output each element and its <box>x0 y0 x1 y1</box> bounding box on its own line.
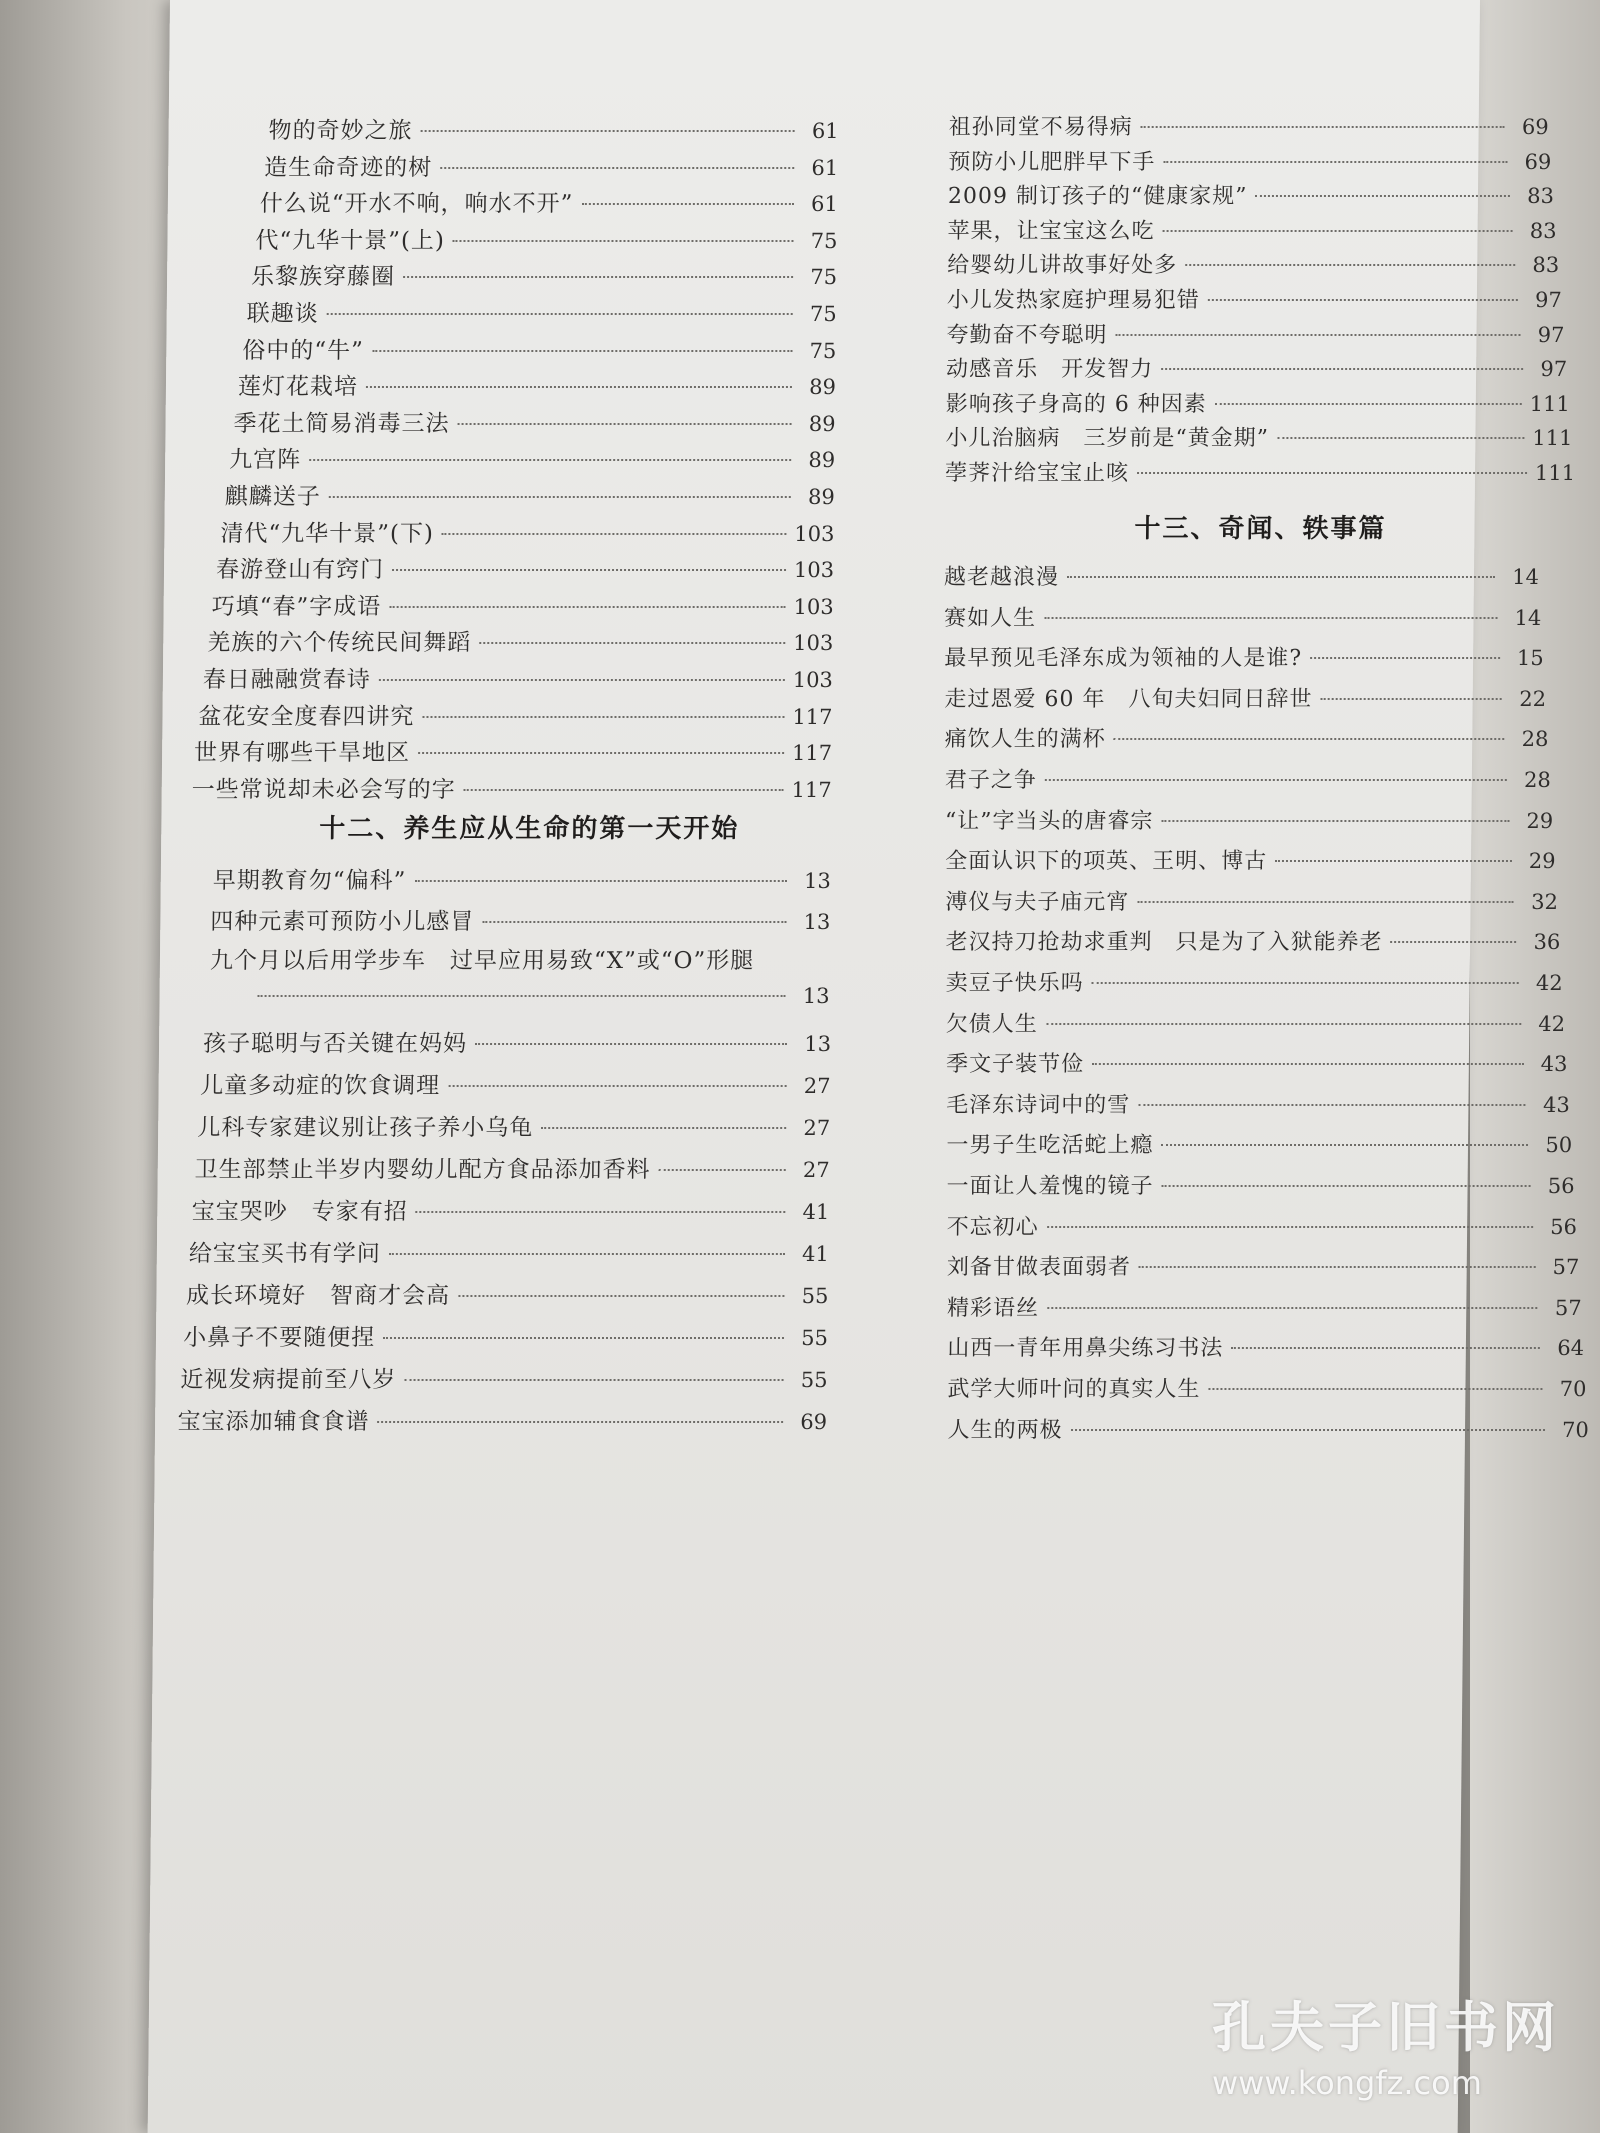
toc-entry-page: 83 <box>1532 253 1560 278</box>
toc-entry <box>947 248 1559 279</box>
toc-entry <box>945 844 1556 875</box>
toc-entry <box>947 1250 1580 1281</box>
toc-entry-page: 43 <box>1540 1052 1568 1077</box>
toc-entry-page: 83 <box>1529 218 1557 243</box>
toc-entry-page: 15 <box>1516 646 1544 671</box>
toc-entry-title: 九宫阵 <box>229 447 302 474</box>
toc-leader-dots <box>327 313 793 315</box>
toc-entry-title: 巧填“春”字成语 <box>211 593 382 620</box>
toc-leader-dots <box>475 1043 787 1045</box>
toc-entry-title: 赛如人生 <box>943 605 1037 631</box>
toc-entry-title: 动感音乐 开发智力 <box>945 357 1154 383</box>
toc-entry-page: 70 <box>1561 1417 1589 1442</box>
toc-entry <box>948 179 1554 210</box>
toc-entry-page: 55 <box>801 1284 829 1308</box>
toc-leader-dots <box>1208 299 1518 301</box>
toc-entry-title: 夸勤奋不夸聪明 <box>946 322 1108 348</box>
toc-entry-title: 山西一青年用鼻尖练习书法 <box>947 1336 1224 1362</box>
toc-leader-dots <box>442 533 786 535</box>
toc-entry <box>948 145 1551 176</box>
toc-leader-dots <box>258 995 786 997</box>
toc-entry-title: 君子之争 <box>944 768 1037 793</box>
toc-leader-dots <box>1046 1023 1521 1025</box>
toc-entry-title: 四种元素可预防小儿感冒 <box>210 909 475 935</box>
toc-entry <box>203 1025 831 1058</box>
toc-leader-dots <box>1310 657 1500 659</box>
toc-entry <box>180 1361 828 1394</box>
toc-leader-dots <box>1161 820 1509 822</box>
toc-entry-title: 清代“九华十景”(下) <box>220 520 435 547</box>
toc-entry <box>192 771 832 804</box>
toc-leader-dots <box>329 496 791 498</box>
toc-entry-page: 14 <box>1512 565 1540 589</box>
toc-entry-title: 儿童多动症的饮食调理 <box>200 1073 441 1099</box>
toc-entry <box>946 1169 1574 1200</box>
toc-entry-page: 14 <box>1514 605 1542 630</box>
toc-entry <box>947 1331 1584 1362</box>
toc-entry-title: 世界有哪些干旱地区 <box>193 740 411 767</box>
toc-entry-page: 42 <box>1538 1011 1566 1036</box>
toc-entry-title: 一面让人羞愧的镜子 <box>946 1174 1154 1199</box>
toc-entry <box>194 1151 830 1184</box>
toc-entry-title: 联趣谈 <box>246 301 319 327</box>
toc-entry <box>198 698 832 731</box>
toc-entry-title: 预防小儿肥胖早下手 <box>948 149 1156 175</box>
toc-entry-title: 老汉持刀抢劫求重判 只是为了入狱能养老 <box>945 930 1383 956</box>
toc-entry <box>197 1109 830 1142</box>
toc-leader-dots <box>1277 437 1524 439</box>
toc-leader-dots <box>414 880 786 882</box>
toc-leader-dots <box>416 1211 786 1213</box>
toc-entry-page: 41 <box>802 1200 830 1224</box>
toc-entry <box>238 368 836 401</box>
toc-entry-title: 羌族的六个传统民间舞蹈 <box>207 630 472 657</box>
watermark-url: www.kongfz.com <box>1212 2064 1482 2102</box>
toc-entry-page: 69 <box>800 1410 828 1434</box>
toc-entry <box>946 387 1570 418</box>
toc-entry-page: 97 <box>1537 322 1565 347</box>
toc-entry-page: 89 <box>807 485 835 509</box>
toc-entry <box>947 1372 1586 1403</box>
toc-leader-dots <box>453 240 794 242</box>
toc-entry-title: 欠债人生 <box>945 1011 1039 1037</box>
toc-leader-dots <box>403 276 793 278</box>
toc-leader-dots <box>1320 698 1502 700</box>
toc-entry-page: 13 <box>802 984 830 1008</box>
toc-entry-title: 一男子生吃活蛇上瘾 <box>946 1133 1154 1159</box>
toc-entry-continuation <box>249 984 829 1008</box>
toc-entry-title: 九个月以后用学步车 过早应用易致“X”或“O”形腿 <box>209 948 755 974</box>
toc-entry-title: 麒麟送子 <box>224 484 321 510</box>
section-heading: 十三、奇闻、轶事篇 <box>1134 514 1387 544</box>
toc-leader-dots <box>379 679 785 681</box>
toc-entry-page: 57 <box>1554 1295 1582 1320</box>
toc-leader-dots <box>1255 195 1510 197</box>
toc-entry-page: 111 <box>1534 461 1576 485</box>
toc-leader-dots <box>404 1379 783 1381</box>
toc-leader-dots <box>421 130 795 132</box>
toc-leader-dots <box>1275 860 1511 862</box>
toc-entry-title: 人生的两极 <box>947 1417 1063 1443</box>
toc-leader-dots <box>659 1169 786 1171</box>
toc-leader-dots <box>1047 1307 1538 1309</box>
toc-entry-page: 43 <box>1542 1092 1570 1117</box>
toc-entry-page: 41 <box>802 1242 829 1266</box>
toc-entry <box>255 222 837 255</box>
toc-entry-title: 2009 制订孩子的“健康家规” <box>947 184 1248 210</box>
toc-entry <box>945 421 1572 452</box>
toc-entry <box>207 624 833 657</box>
toc-entry-title: 宝宝哭吵 专家有招 <box>191 1199 408 1225</box>
toc-entry-title: 越老越浪漫 <box>943 565 1060 590</box>
toc-entry <box>946 1007 1566 1038</box>
toc-entry <box>946 966 1563 997</box>
toc-entry-page: 13 <box>803 910 831 934</box>
toc-entry <box>946 1047 1568 1078</box>
toc-entry <box>264 149 838 182</box>
toc-entry-page: 61 <box>811 119 839 143</box>
toc-leader-dots <box>1139 1266 1535 1268</box>
toc-entry <box>211 588 833 621</box>
toc-entry-page: 75 <box>809 338 837 363</box>
toc-entry-title: 莲灯花栽培 <box>237 374 359 401</box>
toc-entry <box>947 214 1556 245</box>
toc-entry-page: 64 <box>1557 1336 1585 1361</box>
toc-leader-dots <box>418 752 784 754</box>
toc-entry-page: 75 <box>810 265 838 290</box>
toc-entry-title: 近视发病提前至八岁 <box>180 1367 397 1393</box>
toc-entry <box>203 661 833 694</box>
toc-entry-title: 季文子装节俭 <box>945 1052 1085 1078</box>
toc-leader-dots <box>389 1253 785 1255</box>
toc-leader-dots <box>458 423 792 425</box>
toc-entry <box>260 185 838 218</box>
toc-entry-title: 卖豆子快乐吗 <box>945 971 1084 996</box>
toc-entry <box>947 283 1562 314</box>
toc-leader-dots <box>392 569 786 571</box>
toc-entry <box>945 722 1549 753</box>
toc-entry-page: 29 <box>1526 808 1554 833</box>
toc-leader-dots <box>1185 264 1515 266</box>
toc-entry <box>200 1067 831 1100</box>
toc-entry-title: 走过恩爱 60 年 八旬夫妇同日辞世 <box>944 686 1313 712</box>
watermark-logo: 孔夫子旧书网 <box>1212 1996 1560 2059</box>
toc-entry <box>944 601 1542 632</box>
toc-entry <box>220 515 834 548</box>
toc-entry-title: 小儿发热家庭护理易犯错 <box>946 288 1200 313</box>
section-heading: 十二、养生应从生命的第一天开始 <box>319 814 740 844</box>
toc-entry <box>233 405 835 438</box>
toc-entry-title: 宝宝添加辅食食谱 <box>177 1409 370 1435</box>
toc-entry <box>225 478 835 511</box>
toc-leader-dots <box>1231 1347 1540 1349</box>
toc-entry <box>247 295 837 328</box>
toc-entry-page: 56 <box>1547 1174 1575 1198</box>
toc-entry <box>945 925 1560 956</box>
toc-entry-title: 全面认识下的项英、王明、博古 <box>945 849 1268 875</box>
toc-entry-page: 69 <box>1521 115 1549 139</box>
toc-entry-page: 103 <box>794 521 835 546</box>
toc-entry-page: 70 <box>1559 1377 1587 1401</box>
toc-leader-dots <box>1162 1185 1531 1187</box>
toc-leader-dots <box>1215 403 1522 405</box>
toc-entry-page: 75 <box>810 228 838 253</box>
toc-entry-title: 孩子聪明与否关键在妈妈 <box>202 1031 468 1057</box>
toc-entry-title: 毛泽东诗词中的雪 <box>946 1092 1131 1118</box>
toc-entry-title: 苹果，让宝宝这么吃 <box>947 218 1155 244</box>
toc-leader-dots <box>1045 779 1507 781</box>
toc-entry-page: 36 <box>1533 930 1561 955</box>
toc-entry-title: 溥仪与夫子庙元宵 <box>945 889 1130 915</box>
toc-leader-dots <box>366 386 792 388</box>
toc-entry <box>229 441 835 474</box>
toc-leader-dots <box>1161 1144 1528 1146</box>
toc-leader-dots <box>309 459 791 461</box>
toc-entry <box>177 1403 827 1436</box>
toc-leader-dots <box>383 1337 784 1339</box>
toc-entry <box>945 456 1575 487</box>
toc-entry-page: 32 <box>1531 889 1559 914</box>
toc-entry-page: 28 <box>1521 727 1549 752</box>
toc-entry-page: 69 <box>1524 149 1552 174</box>
toc-entry-page: 55 <box>801 1326 829 1350</box>
toc-entry-page: 28 <box>1523 768 1551 792</box>
toc-entry <box>183 1319 828 1352</box>
toc-entry <box>268 112 838 145</box>
toc-entry-page: 55 <box>800 1368 828 1392</box>
toc-entry-page: 103 <box>793 631 834 656</box>
toc-leader-dots <box>448 1085 786 1087</box>
toc-leader-dots <box>581 203 793 205</box>
toc-entry <box>251 258 837 291</box>
toc-entry <box>946 318 1564 349</box>
toc-leader-dots <box>482 921 786 923</box>
toc-entry-title: 荸荠汁给宝宝止咳 <box>944 461 1130 486</box>
toc-leader-dots <box>1044 617 1497 619</box>
toc-entry-title: 一些常说却未必会写的字 <box>191 776 456 803</box>
toc-leader-dots <box>458 1295 784 1297</box>
toc-entry <box>192 1193 830 1226</box>
toc-entry-title: 刘备甘做表面弱者 <box>946 1255 1132 1281</box>
toc-leader-dots <box>1137 472 1527 474</box>
toc-leader-dots <box>479 642 785 644</box>
toc-leader-dots <box>541 1127 786 1129</box>
toc-entry-title: 最早预见毛泽东成为领袖的人是谁? <box>944 646 1303 672</box>
toc-entry <box>947 1291 1582 1322</box>
toc-entry-page: 61 <box>811 192 838 217</box>
toc-entry-page: 117 <box>792 704 833 729</box>
toc-entry-title: 乐黎族穿藤圈 <box>250 264 396 291</box>
toc-entry <box>194 734 832 767</box>
toc-entry-page: 103 <box>793 594 834 619</box>
toc-entry <box>242 332 836 365</box>
book-page <box>148 0 1589 2133</box>
toc-entry-page: 111 <box>1532 426 1573 451</box>
toc-entry-title: 不忘初心 <box>946 1214 1039 1240</box>
toc-leader-dots <box>1163 230 1513 232</box>
toc-leader-dots <box>1067 576 1495 578</box>
toc-entry-page: 13 <box>803 869 831 893</box>
toc-entry-title: 祖孙同堂不易得病 <box>948 115 1133 140</box>
toc-entry-title: 精彩语丝 <box>946 1295 1040 1321</box>
toc-leader-dots <box>1071 1429 1545 1431</box>
toc-entry-page: 27 <box>803 1116 831 1140</box>
toc-leader-dots <box>1116 334 1521 336</box>
toc-leader-dots <box>1092 982 1519 984</box>
toc-entry-title: 痛饮人生的满杯 <box>944 727 1106 753</box>
toc-entry-title: 武学大师叶问的真实人生 <box>947 1377 1201 1402</box>
toc-entry <box>946 1088 1570 1119</box>
toc-entry-title: “让”字当头的唐睿宗 <box>944 808 1154 834</box>
toc-entry <box>944 682 1546 713</box>
toc-leader-dots <box>1391 941 1517 943</box>
toc-leader-dots <box>1047 1226 1533 1228</box>
toc-entry-page: 89 <box>809 375 837 400</box>
toc-entry <box>949 110 1549 141</box>
toc-entry <box>210 903 830 936</box>
toc-entry-title: 俗中的“牛” <box>242 337 364 364</box>
watermark <box>1212 1985 1560 2102</box>
toc-entry <box>189 1235 829 1268</box>
toc-entry <box>216 551 834 584</box>
toc-entry-page: 97 <box>1540 357 1568 382</box>
toc-entry-page: 56 <box>1550 1214 1578 1239</box>
toc-entry <box>946 1128 1572 1159</box>
toc-entry-title: 影响孩子身高的 6 种因素 <box>945 391 1207 417</box>
toc-entry-page: 75 <box>809 302 837 326</box>
toc-leader-dots <box>1141 126 1505 128</box>
toc-entry-title: 卫生部禁止半岁内婴幼儿配方食品添加香料 <box>194 1157 651 1183</box>
toc-leader-dots <box>378 1421 784 1423</box>
toc-entry <box>944 641 1544 672</box>
toc-entry-page: 22 <box>1519 686 1547 711</box>
toc-entry-page: 103 <box>793 558 835 583</box>
toc-entry-title: 早期教育勿“偏科” <box>212 868 407 894</box>
toc-entry-title: 春日融融赏春诗 <box>202 667 372 693</box>
toc-leader-dots <box>1092 1063 1523 1065</box>
toc-entry <box>947 1413 1589 1444</box>
toc-entry-title: 季花土简易消毒三法 <box>233 410 450 437</box>
toc-leader-dots <box>1163 161 1507 163</box>
toc-leader-dots <box>1161 368 1523 370</box>
toc-entry-page: 57 <box>1552 1255 1580 1280</box>
toc-entry <box>945 885 1558 916</box>
toc-leader-dots <box>372 350 792 352</box>
toc-entry-page: 61 <box>811 155 839 180</box>
toc-leader-dots <box>440 167 794 169</box>
toc-entry <box>945 763 1551 794</box>
toc-entry <box>186 1277 829 1310</box>
toc-entry-page: 13 <box>804 1032 832 1056</box>
toc-entry-title: 成长环境好 智商才会高 <box>185 1283 451 1309</box>
toc-leader-dots <box>422 716 784 718</box>
toc-entry <box>213 862 831 895</box>
toc-entry-title: 小鼻子不要随便捏 <box>183 1325 376 1351</box>
toc-entry-page: 42 <box>1535 971 1563 995</box>
toc-entry <box>944 560 1539 591</box>
toc-leader-dots <box>1208 1388 1542 1390</box>
toc-entry-title: 代“九华十景”(上) <box>255 227 446 254</box>
toc-entry <box>945 804 1554 835</box>
toc-entry-title: 给婴幼儿讲故事好处多 <box>947 253 1178 279</box>
toc-entry-page: 50 <box>1545 1133 1573 1158</box>
toc-leader-dots <box>1138 1104 1526 1106</box>
toc-leader-dots <box>389 606 785 608</box>
toc-entry-page: 29 <box>1528 849 1556 874</box>
toc-entry-page: 103 <box>792 668 834 692</box>
toc-entry-title: 小儿治脑病 三岁前是“黄金期” <box>945 426 1270 452</box>
toc-entry-page: 83 <box>1527 184 1555 209</box>
toc-leader-dots <box>1114 738 1505 740</box>
toc-entry-page: 27 <box>803 1074 831 1098</box>
toc-entry-page: 27 <box>802 1158 830 1182</box>
toc-entry-page: 89 <box>808 448 836 473</box>
toc-entry-title: 造生命奇迹的树 <box>264 154 433 181</box>
toc-leader-dots <box>464 789 784 791</box>
toc-entry-page: 111 <box>1529 391 1570 416</box>
toc-entry-title: 给宝宝买书有学问 <box>188 1241 382 1267</box>
toc-entry <box>947 1210 1578 1241</box>
toc-entry-title: 什么说“开水不响，响水不开” <box>259 191 574 218</box>
toc-entry-title: 物的奇妙之旅 <box>268 118 413 144</box>
toc-entry-title: 儿科专家建议别让孩子养小乌龟 <box>197 1115 534 1141</box>
toc-entry-title: 盆花安全度春四讲究 <box>198 703 415 730</box>
toc-entry-page: 89 <box>808 411 836 436</box>
toc-entry-page: 117 <box>791 741 833 766</box>
toc-entry-page: 97 <box>1534 288 1562 312</box>
toc-entry-title: 春游登山有窍门 <box>215 557 385 584</box>
toc-leader-dots <box>1137 901 1514 903</box>
toc-entry <box>946 352 1567 383</box>
toc-entry-page: 117 <box>791 777 832 802</box>
